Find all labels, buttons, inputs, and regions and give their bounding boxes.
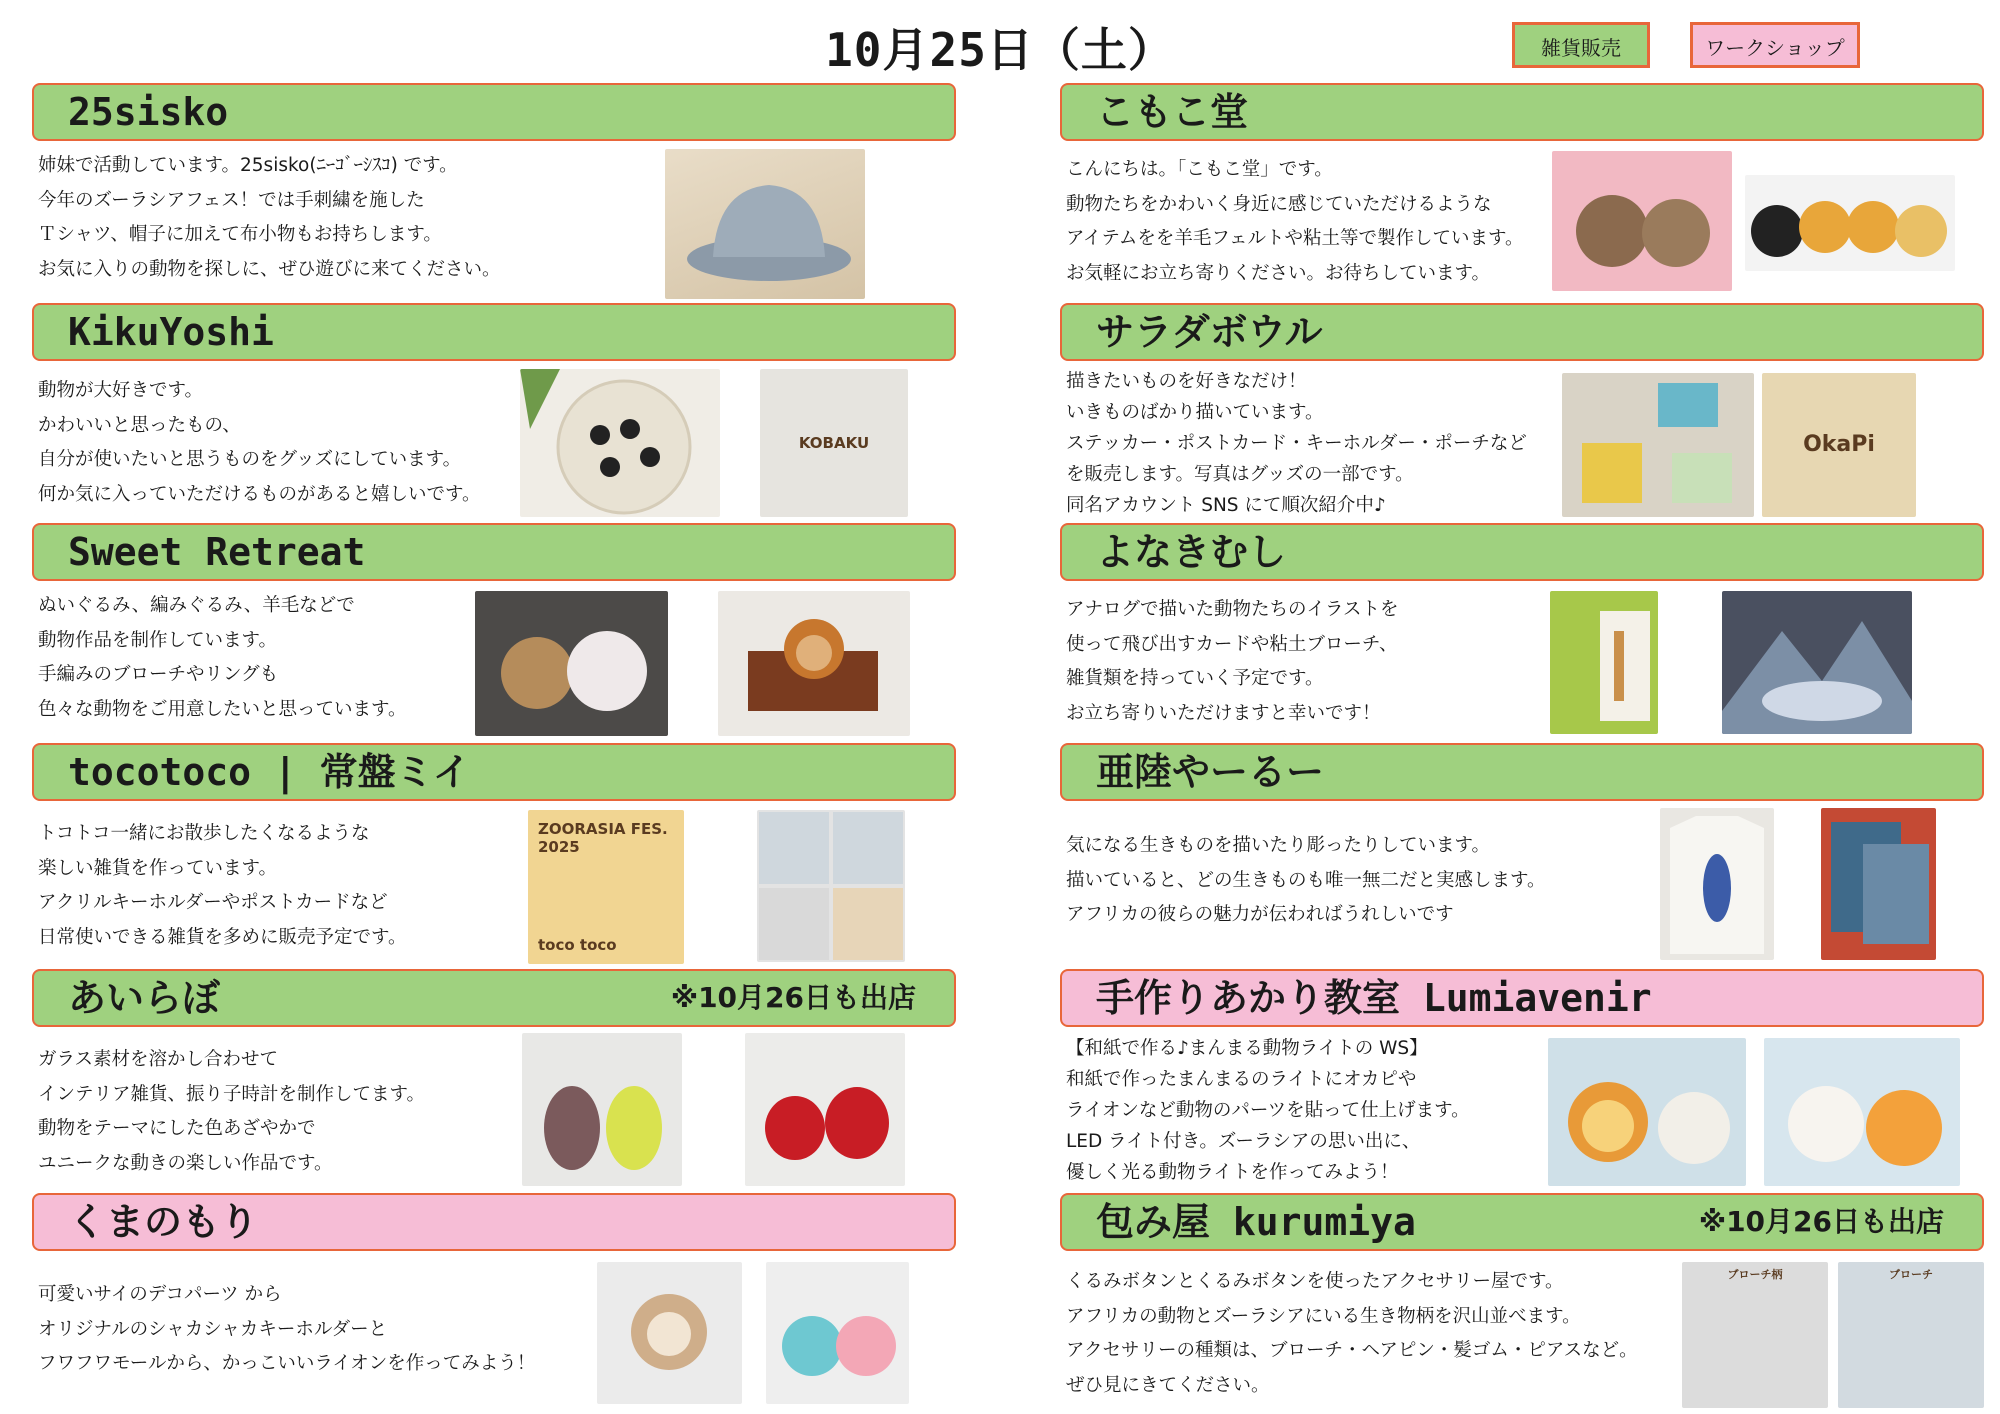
plate-icon — [520, 369, 720, 517]
photo-button-brooches — [1682, 1262, 1828, 1408]
description-line: 自分が使いたいと思うものをグッズにしています。 — [38, 449, 462, 470]
vendor-description-ariku-yaru — [1066, 829, 1546, 933]
description-line: ライオンなど動物のパーツを貼って仕上げます。 — [1066, 1100, 1470, 1121]
vendor-header-kikuyoshi: KikuYoshi — [32, 303, 956, 361]
vendor-description-kumanomori — [38, 1278, 535, 1382]
paper-light-icon — [1764, 1038, 1960, 1186]
vendor-name: あいらぼ — [68, 976, 221, 1020]
hat-icon — [665, 149, 865, 299]
description-line: Ｔシャツ、帽子に加えて布小物もお持ちします。 — [38, 224, 442, 245]
vendor-header-saladbowl: サラダボウル — [1060, 303, 1984, 361]
description-line: アナログで描いた動物たちのイラストを — [1066, 599, 1399, 620]
description-line: ガラス素材を溶かし合わせて — [38, 1049, 278, 1070]
photo-rhino-keychain — [766, 1262, 909, 1404]
description-line: インテリア雑貨、振り子時計を制作してます。 — [38, 1083, 426, 1105]
description-line: ユニークな動きの楽しい作品です。 — [38, 1152, 333, 1174]
photo-okapi-pouch — [1762, 373, 1916, 517]
description-line: LED ライト付き。ズーラシアの思い出に、 — [1066, 1131, 1421, 1152]
description-line: 何か気に入っていただけるものがあると嬉しいです。 — [38, 483, 481, 505]
tshirt-icon — [1660, 808, 1774, 960]
description-line: 可愛いサイのデコパーツ から — [38, 1284, 282, 1305]
pouch-icon — [1821, 808, 1936, 960]
description-line: アイテムをを羊毛フェルトや粘土等で製作しています。 — [1066, 228, 1524, 249]
page-title: 10月25日（土） — [825, 23, 1175, 77]
vendor-description-yonakimushi — [1066, 593, 1398, 731]
legend-workshop: ワークショップ — [1690, 22, 1860, 68]
photo-covered-button-accessories — [1838, 1262, 1984, 1408]
description-line: 雑貨類を持っていく予定です。 — [1066, 668, 1324, 689]
description-line: 動物が大好きです。 — [38, 380, 204, 401]
keyholder-grid-icon — [757, 810, 905, 962]
description-line: アクリルキーホルダーやポストカードなど — [38, 892, 388, 913]
keychain-icon — [766, 1262, 909, 1404]
felt-monkey-icon — [1552, 151, 1732, 291]
vendor-header-sweet-retreat: Sweet Retreat — [32, 523, 956, 581]
photo-felt-animals — [475, 591, 668, 736]
photo-popup-card — [1722, 591, 1912, 734]
vendor-description-sweet-retreat — [38, 589, 407, 727]
photo-text: OkaPi — [1803, 432, 1875, 457]
description-line: 動物作品を制作しています。 — [38, 629, 278, 651]
photo-text: ZOORASIA FES. 2025 — [538, 820, 668, 856]
photo-text: KOBAKU — [798, 434, 870, 452]
description-line: いきものばかり描いています。 — [1066, 402, 1324, 423]
description-line: くるみボタンとくるみボタンを使ったアクセサリー屋です。 — [1066, 1271, 1564, 1292]
photo-fluffy-lion — [597, 1262, 742, 1404]
photo-animal-buttons-plate — [520, 369, 720, 517]
photo-lion-okapi-lights — [1548, 1038, 1746, 1186]
description-line: 日常使いできる雑貨を多めに販売予定です。 — [38, 926, 407, 948]
photo-zoorasia-postcard — [528, 810, 684, 964]
description-line: アフリカの彼らの魅力が伝わればうれしいです — [1066, 904, 1454, 925]
description-line: ステッカー・ポストカード・キーホルダー・ポーチなど — [1066, 433, 1527, 454]
glass-clock-icon — [745, 1033, 905, 1186]
photo-text: ブローチ — [1889, 1268, 1933, 1281]
description-line: こんにちは。「こもこ堂」です。 — [1066, 159, 1333, 180]
vendor-header-tocotoco: tocotoco | 常盤ミイ — [32, 743, 956, 801]
description-line: オリジナルのシャカシャカキーホルダーと — [38, 1318, 388, 1340]
vendor-description-kikuyoshi — [38, 374, 481, 512]
description-line: 楽しい雑貨を作っています。 — [38, 857, 278, 879]
vendor-description-25sisko — [38, 149, 501, 287]
description-line: 描いていると、どの生きものも唯一無二だと実感します。 — [1066, 869, 1546, 891]
description-line: アクセサリーの種類は、ブローチ・ヘアピン・髪ゴム・ピアスなど。 — [1066, 1340, 1638, 1361]
vendor-description-lumiavenir — [1066, 1033, 1470, 1188]
also-open-note: ※10月26日も出店 — [670, 981, 916, 1014]
vendor-header-25sisko: 25sisko — [32, 83, 956, 141]
vendor-description-ailabo — [38, 1043, 425, 1181]
legend-shop: 雑貨販売 — [1512, 22, 1650, 68]
vendor-description-kurumiya — [1066, 1265, 1638, 1403]
photo-print-pouches — [1821, 808, 1936, 960]
vendor-description-komokodo — [1066, 153, 1524, 291]
photo-stickers-postcards — [1562, 373, 1754, 517]
description-line: 気になる生きものを描いたり彫ったりしています。 — [1066, 835, 1491, 856]
vendor-header-ariku-yaru: 亜陸やーるー — [1060, 743, 1984, 801]
description-line: お気軽にお立ち寄りください。お待ちしています。 — [1066, 262, 1491, 284]
description-line: 動物をテーマにした色あざやかで — [38, 1118, 316, 1139]
photo-embroidered-hat — [665, 149, 865, 299]
vendor-description-tocotoco — [38, 817, 407, 955]
felt-tiger-icon — [1745, 175, 1955, 271]
vendor-header-kurumiya — [1060, 1193, 1984, 1251]
description-line: 手編みのブローチやリングも — [38, 664, 279, 685]
description-line: 姉妹で活動しています。25sisko(ﾆｰｺﾞｰｼｽｺ) です。 — [38, 155, 458, 176]
sticker-icon — [1562, 373, 1754, 517]
photo-glass-birds — [522, 1033, 682, 1186]
lion-plush-icon — [718, 591, 910, 736]
fluffy-lion-icon — [597, 1262, 742, 1404]
description-line: ぜひ見にきてください。 — [1066, 1374, 1270, 1396]
description-line: 優しく光る動物ライトを作ってみよう！ — [1066, 1162, 1399, 1183]
vendor-header-komokodo: こもこ堂 — [1060, 83, 1984, 141]
photo-bird-tshirt — [1660, 808, 1774, 960]
description-line: 描きたいものを好きなだけ！ — [1066, 371, 1307, 392]
photo-glass-clocks — [745, 1033, 905, 1186]
description-line: フワフワモールから、かっこいいライオンを作ってみよう！ — [38, 1353, 536, 1374]
vendor-header-kumanomori: くまのもり — [32, 1193, 956, 1251]
photo-rabbit-tiger-lights — [1764, 1038, 1960, 1186]
description-line: トコトコ一緒にお散歩したくなるような — [38, 823, 370, 844]
description-line: 【和紙で作る♪まんまる動物ライトの WS】 — [1066, 1038, 1428, 1059]
description-line: 使って飛び出すカードや粘土ブローチ、 — [1066, 633, 1398, 655]
vendor-header-lumiavenir: 手作りあかり教室 Lumiavenir — [1060, 969, 1984, 1027]
photo-felt-monkeys — [1552, 151, 1732, 291]
photo-kobaku-tote-bag — [760, 369, 908, 517]
vendor-header-yonakimushi: よなきむし — [1060, 523, 1984, 581]
popup-card-icon — [1722, 591, 1912, 734]
vendor-description-saladbowl — [1066, 366, 1527, 521]
description-line: 動物たちをかわいく身近に感じていただけるような — [1066, 193, 1492, 215]
description-line: 和紙で作ったまんまるのライトにオカピや — [1066, 1069, 1417, 1090]
glass-bird-icon — [522, 1033, 682, 1186]
description-line: 色々な動物をご用意したいと思っています。 — [38, 698, 407, 720]
vendor-name: 包み屋 kurumiya — [1096, 1200, 1416, 1244]
photo-text: ブローチ柄 — [1727, 1268, 1783, 1281]
description-line: お気に入りの動物を探しに、ぜひ遊びに来てください。 — [38, 258, 501, 280]
paper-light-icon — [1548, 1038, 1746, 1186]
description-line: を販売します。写真はグッズの一部です。 — [1066, 464, 1414, 485]
description-line: かわいいと思ったもの、 — [38, 414, 241, 436]
description-line: アフリカの動物とズーラシアにいる生き物柄を沢山並べます。 — [1066, 1305, 1581, 1327]
description-line: ぬいぐるみ、編みぐるみ、羊毛などで — [38, 595, 355, 616]
photo-giraffe-card — [1550, 591, 1658, 734]
giraffe-icon — [1550, 591, 1658, 734]
photo-felt-tigers — [1745, 175, 1955, 271]
photo-lion-plush-bench — [718, 591, 910, 736]
vendor-header-ailabo — [32, 969, 956, 1027]
description-line: 今年のズーラシアフェス！では手刺繍を施した — [38, 189, 425, 211]
felt-animal-icon — [475, 591, 668, 736]
photo-text: toco toco — [538, 936, 617, 954]
description-line: 同名アカウント SNS にて順次紹介中♪ — [1066, 495, 1386, 516]
photo-acrylic-keyholders — [757, 810, 905, 962]
also-open-note: ※10月26日も出店 — [1698, 1205, 1944, 1238]
description-line: お立ち寄りいただけますと幸いです！ — [1066, 702, 1381, 724]
